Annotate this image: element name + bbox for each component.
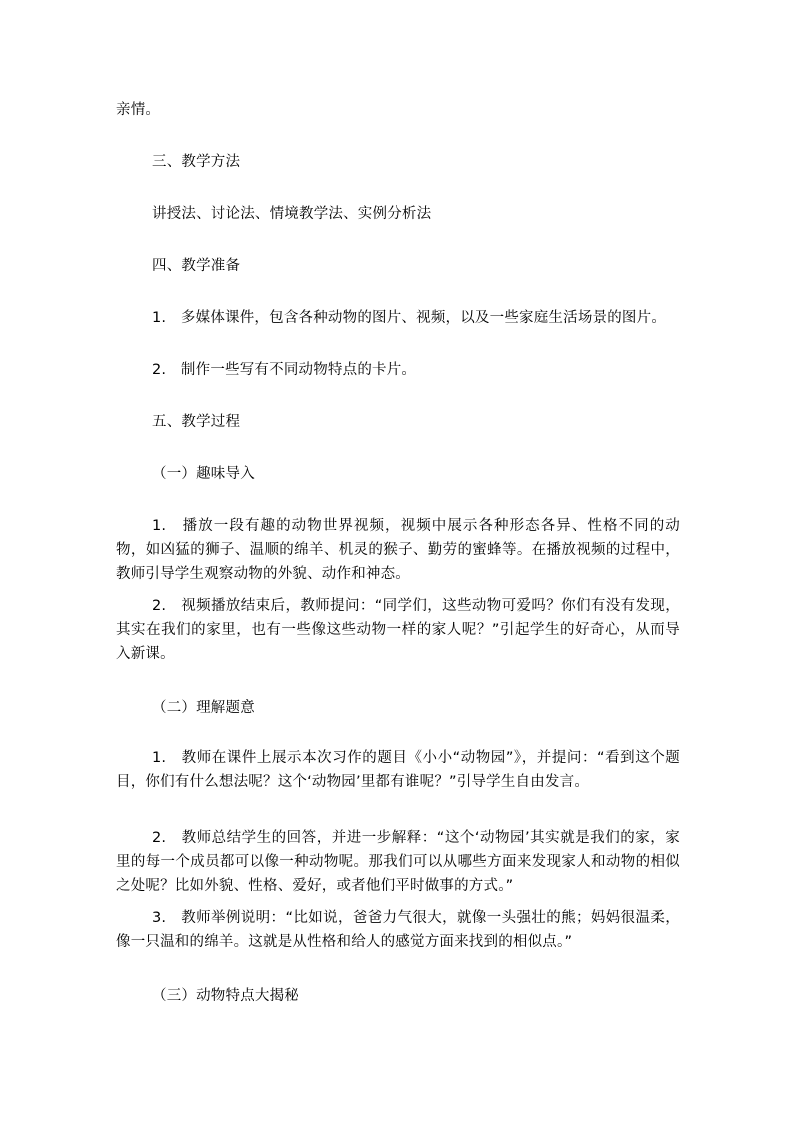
preparation-item-2: 2. 制作一些写有不同动物特点的卡片。	[152, 362, 417, 378]
topic-item-2: 2. 教师总结学生的回答，并进一步解释：“这个‘动物园’其实就是我们的家，家里的每一个成员都可以像一种动物呢。那我们可以从哪些方面来发现家人和动物的相似之处呢？比如外貌、性格、爱好，或者他们平时做事的方式。”	[116, 830, 680, 894]
continuation-text: 亲情。	[116, 102, 161, 118]
topic-item-3: 3. 教师举例说明：“比如说，爸爸力气很大，就像一头强壮的熊；妈妈很温柔，像一只温和的绵羊。这就是从性格和给人的感觉方面来找到的相似点。”	[116, 910, 680, 950]
section-heading-methods: 三、教学方法	[152, 154, 241, 170]
subheading-intro: （一）趣味导入	[152, 466, 255, 482]
intro-item-1: 1. 播放一段有趣的动物世界视频，视频中展示各种形态各异、性格不同的动物，如凶猛的狮子、温顺的绵羊、机灵的猴子、勤劳的蜜蜂等。在播放视频的过程中，教师引导学生观察动物的外貌、动作和神态。	[116, 518, 680, 582]
preparation-item-1: 1. 多媒体课件，包含各种动物的图片、视频，以及一些家庭生活场景的图片。	[152, 310, 667, 326]
subheading-animal-features: （三）动物特点大揭秘	[152, 988, 299, 1004]
topic-item-1: 1. 教师在课件上展示本次习作的题目《小小“动物园”》，并提问：“看到这个题目，你们有什么想法呢？这个‘动物园’里都有谁呢？”引导学生自由发言。	[116, 750, 680, 790]
subheading-understand-topic: （二）理解题意	[152, 700, 255, 716]
intro-item-2: 2. 视频播放结束后，教师提问：“同学们，这些动物可爱吗？你们有没有发现，其实在我们的家里，也有一些像这些动物一样的家人呢？”引起学生的好奇心，从而导入新课。	[116, 598, 680, 662]
methods-text: 讲授法、讨论法、情境教学法、实例分析法	[152, 206, 432, 222]
section-heading-preparation: 四、教学准备	[152, 258, 241, 274]
section-heading-process: 五、教学过程	[152, 414, 241, 430]
